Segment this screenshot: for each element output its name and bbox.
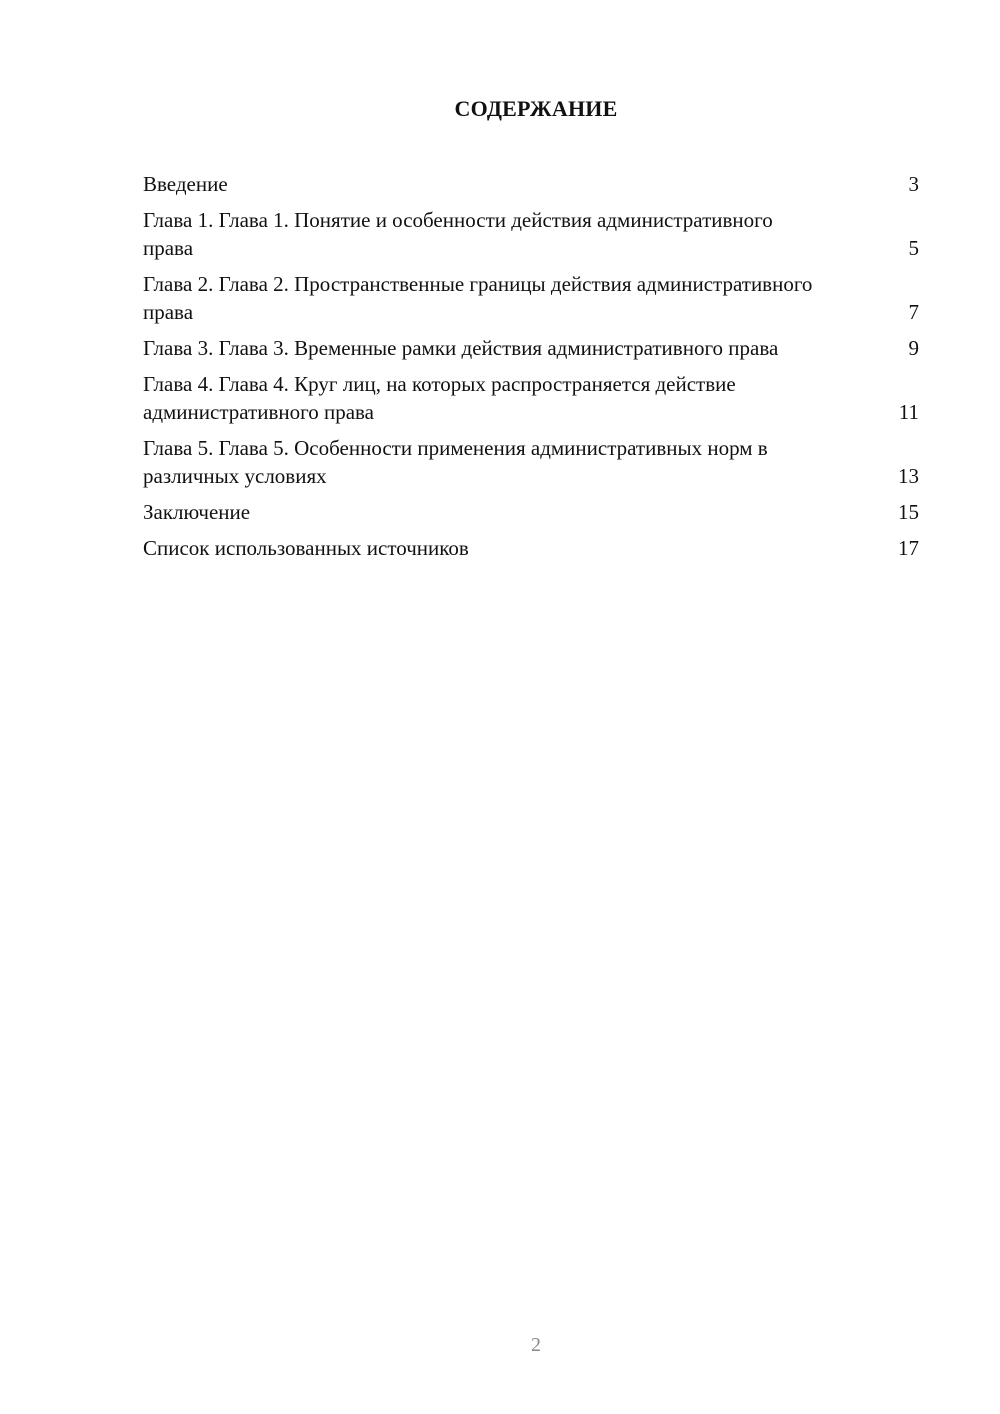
toc-entry-chapter-5 <box>143 434 919 490</box>
toc-entry-text: Глава 3. Глава 3. Временные рамки действия административного права <box>143 336 779 360</box>
toc-entry-page: 15 <box>898 500 919 524</box>
page-number: 2 <box>531 1334 541 1356</box>
toc-entry-chapter-1 <box>143 206 919 262</box>
toc-entry-text: Глава 4. Глава 4. Круг лиц, на которых распространяется действие административного права <box>143 372 736 424</box>
toc-entry-page: 7 <box>908 300 919 324</box>
toc-entry-chapter-4 <box>143 370 919 426</box>
page-title: СОДЕРЖАНИЕ <box>454 96 618 121</box>
toc-entry-page: 3 <box>908 172 919 196</box>
toc-entry-page: 9 <box>908 336 919 360</box>
toc-entry-text: Глава 1. Глава 1. Понятие и особенности действия административного права <box>143 208 773 260</box>
toc-entry-conclusion <box>143 498 919 526</box>
toc-entry-text: Глава 2. Глава 2. Пространственные границы действия административного права <box>143 272 813 324</box>
toc-entry-page: 5 <box>908 236 919 260</box>
toc-entry-page: 11 <box>898 400 919 424</box>
toc-entry-page: 13 <box>898 464 919 488</box>
toc-entry-chapter-2 <box>143 270 919 326</box>
toc-entry-text: Введение <box>143 172 228 196</box>
toc-entry-chapter-3 <box>143 334 919 362</box>
toc-entry-page: 17 <box>898 536 919 560</box>
toc-entry-text: Заключение <box>143 500 251 524</box>
toc-entry-introduction <box>143 170 919 198</box>
toc-entry-text: Глава 5. Глава 5. Особенности применения административных норм в различных условиях <box>143 436 768 488</box>
table-of-contents <box>143 170 919 570</box>
toc-entry-references <box>143 534 919 562</box>
toc-entry-text: Список использованных источников <box>143 536 469 560</box>
